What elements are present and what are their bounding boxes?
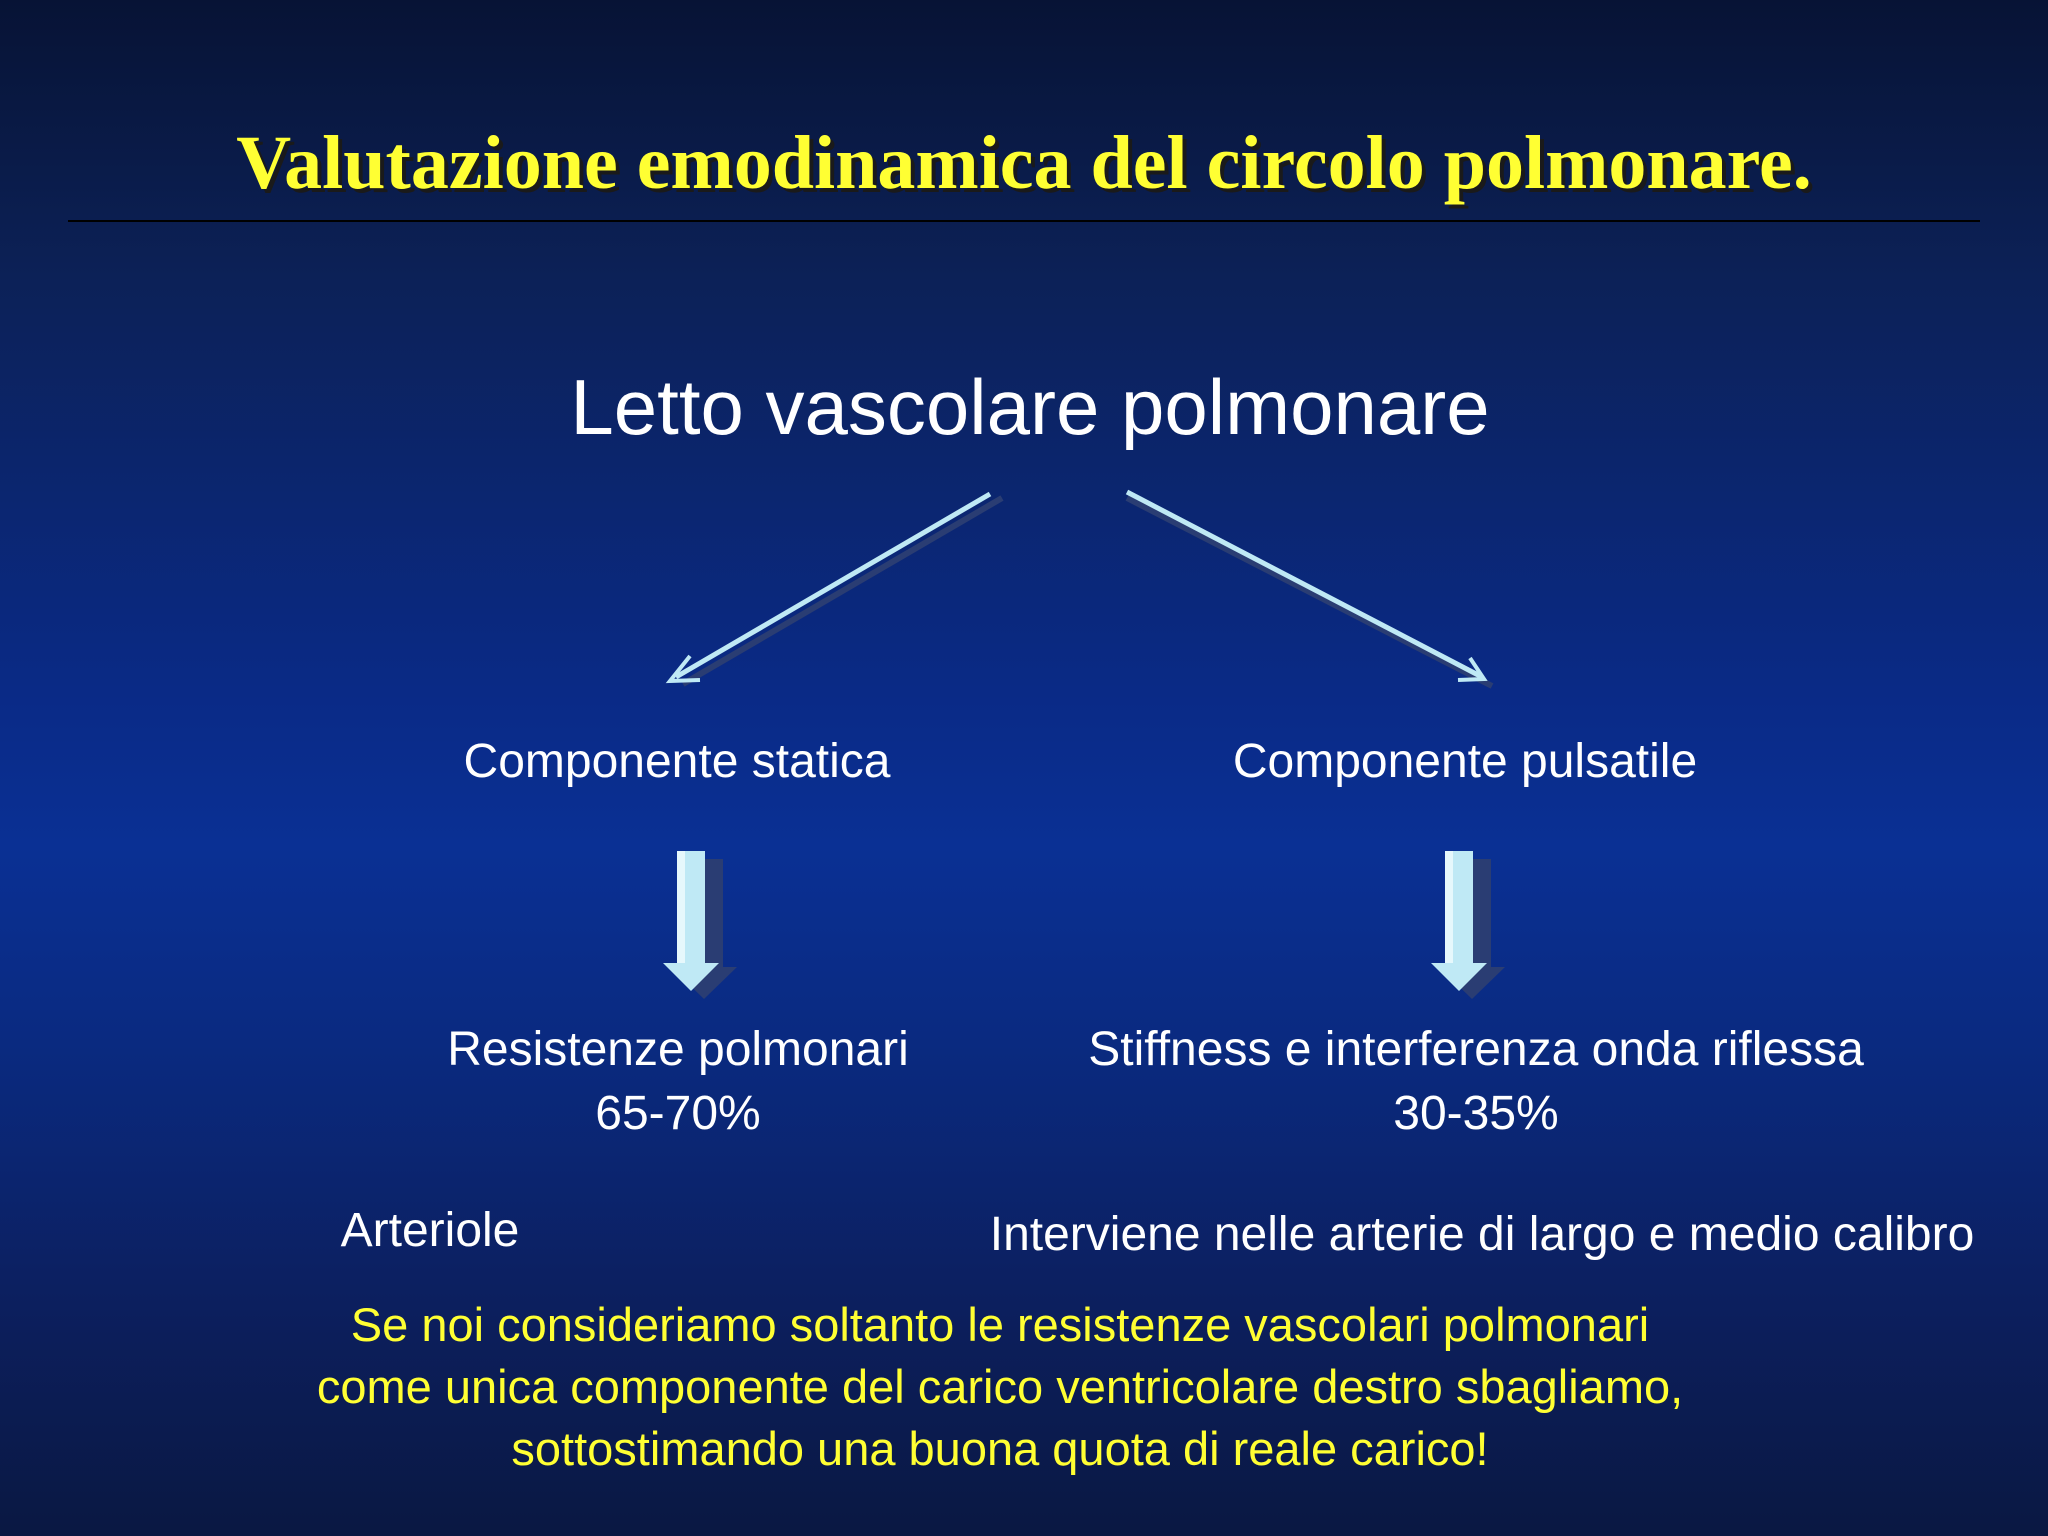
branch-arrow-left: [670, 494, 1002, 684]
root-node: Letto vascolare polmonare: [570, 363, 1490, 451]
note-line-1: Se noi consideriamo soltanto le resistenze vascolari polmonari: [350, 1298, 1650, 1351]
conclusion-note: [317, 1294, 1683, 1480]
branch-arrow-right: [1127, 492, 1492, 686]
slide-title: Valutazione emodinamica del circolo polmonare.: [236, 121, 1812, 205]
note-line-2: come unica componente del carico ventricolare destro sbagliamo,: [316, 1360, 1684, 1413]
arterioles-label: Arteriole: [340, 1204, 520, 1257]
note-line-3: sottostimando una buona quota di reale carico!: [511, 1422, 1489, 1475]
stiffness-value: 30-35%: [1393, 1087, 1559, 1140]
stiffness-block: [1088, 1018, 1864, 1146]
pulsatile-component-label: Componente pulsatile: [1232, 735, 1698, 788]
down-arrow-left: [663, 851, 737, 999]
pulmonary-resistance-block: [447, 1018, 909, 1146]
stiffness-label: Stiffness e interferenza onda riflessa: [1088, 1023, 1864, 1076]
large-arteries-label: Interviene nelle arterie di largo e medio calibro: [989, 1208, 1975, 1261]
down-arrow-right: [1431, 851, 1505, 999]
pulmonary-resistance-value: 65-70%: [595, 1087, 761, 1140]
static-component-label: Componente statica: [463, 735, 891, 788]
pulmonary-resistance-label: Resistenze polmonari: [447, 1023, 909, 1076]
